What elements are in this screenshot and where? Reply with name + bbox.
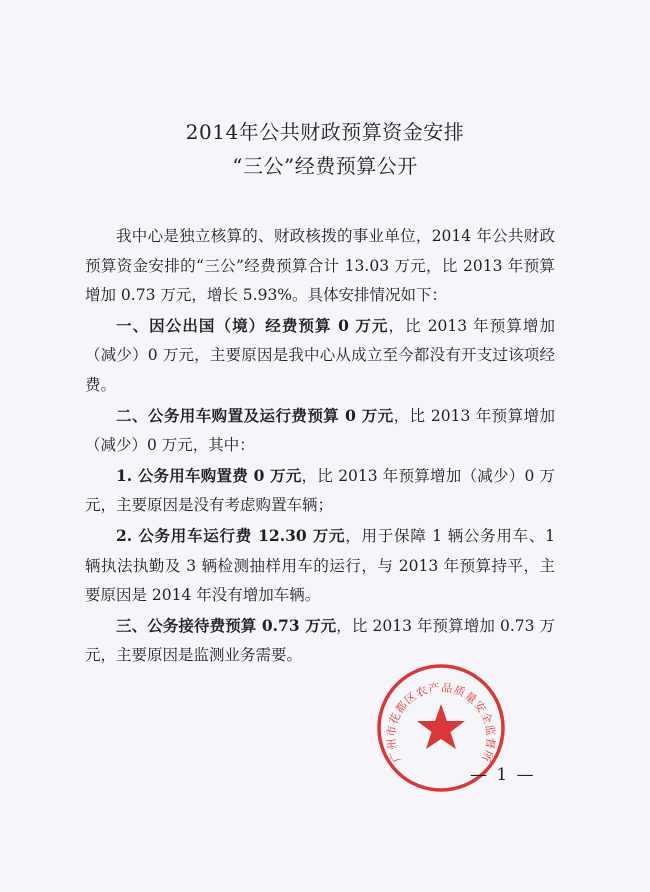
document-title-line1: 2014年公共财政预算资金安排 xyxy=(185,120,465,144)
page-number: — 1 — xyxy=(470,765,536,785)
section-2-sub2-text: ，用于保障 1 辆公务用车、1 辆执法执勤及 3 辆检测抽样用车的运行，与 2013 年预算持平，主要原因是 2014 年没有增加车辆。 xyxy=(85,526,555,605)
section-3-text: ，比 2013 年预算增加 0.73 万元，主要原因是监测业务需要。 xyxy=(85,616,555,665)
section-2-paragraph xyxy=(85,401,555,461)
section-2-sub1-text: ，比 2013 年预算增加（减少）0 万元，主要原因是没有考虑购置车辆； xyxy=(85,466,556,515)
section-2-sub2-heading: 2. 公务用车运行费 12.30 万元 xyxy=(116,525,346,545)
seal-text: 广州市花都区农产品质量安全监督所 xyxy=(384,681,498,765)
document-body xyxy=(85,222,555,671)
section-3-heading: 三、公务接待费预算 0.73 万元 xyxy=(116,615,337,635)
intro-paragraph: 我中心是独立核算的、财政核拨的事业单位，2014 年公共财政预算资金安排的“三公”经费预算合计 13.03 万元，比 2013 年预算增加 0.73 万元，增长 5.93%。具体安排情况如下： xyxy=(85,227,555,305)
section-1-heading: 一、因公出国（境）经费预算 0 万元 xyxy=(116,315,389,335)
section-2-sub1-heading: 1. 公务用车购置费 0 万元 xyxy=(116,465,302,485)
section-2-sub2-paragraph xyxy=(85,521,555,611)
document-title-line2: “三公”经费预算公开 xyxy=(232,154,418,178)
section-2-sub1-paragraph xyxy=(85,461,555,521)
section-2-text: ，比 2013 年预算增加（减少）0 万元，其中： xyxy=(85,406,555,455)
seal-star-icon xyxy=(417,704,465,749)
section-2-heading: 二、公务用车购置及运行费预算 0 万元 xyxy=(116,405,394,425)
section-1-text: ，比 2013 年预算增加（减少）0 万元，主要原因是我中心从成立至今都没有开支过该项经费。 xyxy=(85,316,555,394)
section-1-paragraph xyxy=(85,311,555,401)
